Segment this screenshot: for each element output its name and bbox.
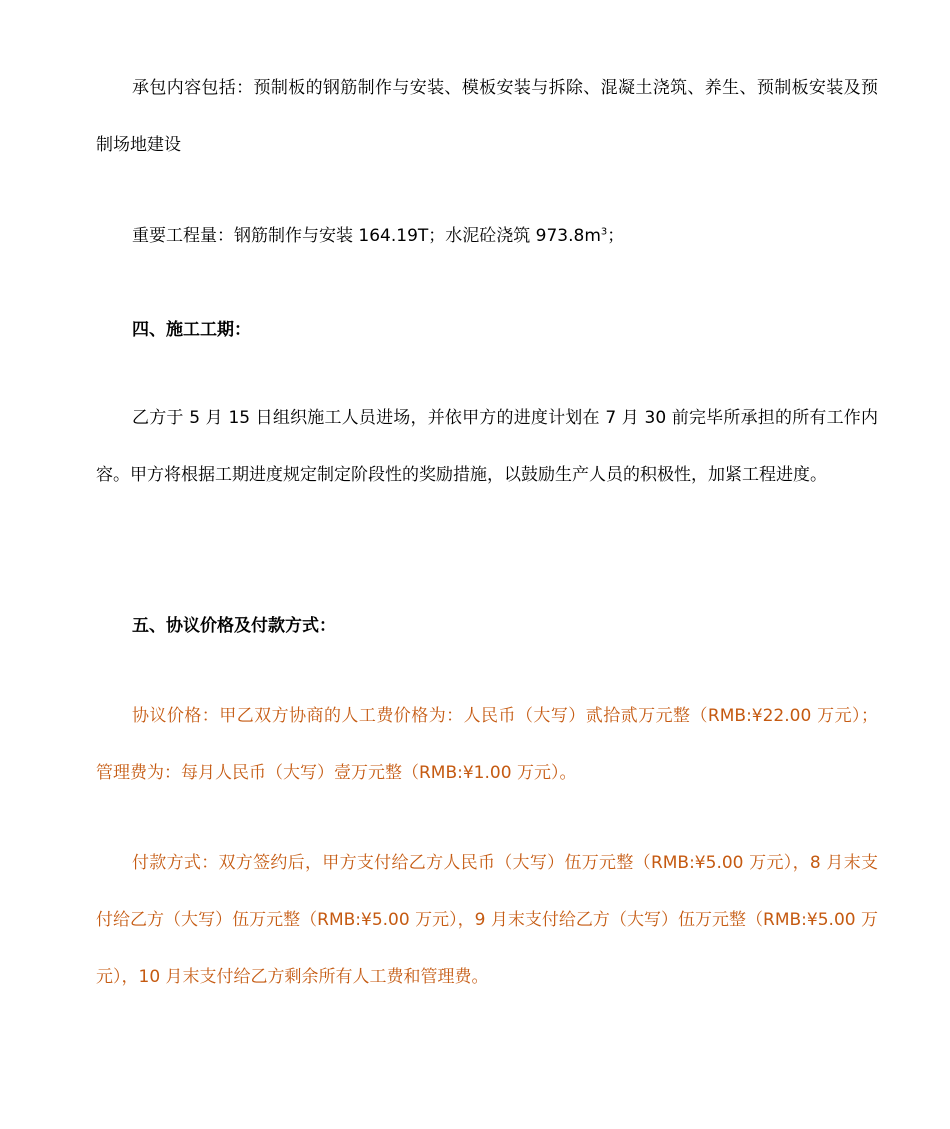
agreement-price-paragraph: 协议价格：甲乙双方协商的人工费价格为：人民币（大写）贰拾贰万元整（RMB:¥22.00 万元）；管理费为：每月人民币（大写）壹万元整（RMB:¥1.00 万元）。 bbox=[96, 706, 878, 783]
quantities-paragraph bbox=[96, 208, 878, 265]
quantities-suffix: ； bbox=[607, 226, 625, 246]
section-heading-construction-period: 四、施工工期： bbox=[132, 320, 251, 340]
contract-scope-paragraph: 承包内容包括：预制板的钢筋制作与安装、模板安装与拆除、混凝土浇筑、养生、预制板安装及预制场地建设 bbox=[96, 78, 878, 155]
quantities-text: 重要工程量：钢筋制作与安装 164.19T；水泥砼浇筑 973.8m bbox=[132, 226, 601, 246]
construction-period-paragraph: 乙方于 5 月 15 日组织施工人员进场，并依甲方的进度计划在 7 月 30 前完毕所承担的所有工作内容。甲方将根据工期进度规定制定阶段性的奖励措施，以鼓励生产人员的积极性，加紧工程进度。 bbox=[96, 408, 878, 485]
section-heading-price-payment: 五、协议价格及付款方式： bbox=[132, 616, 336, 636]
payment-method-paragraph: 付款方式：双方签约后，甲方支付给乙方人民币（大写）伍万元整（RMB:¥5.00 万元），8 月末支付给乙方（大写）伍万元整（RMB:¥5.00 万元），9 月末支付给乙方（大写）伍万元整（RMB:¥5.00 万元），10 月末支付给乙方剩余所有人工费和管理费。 bbox=[96, 853, 878, 987]
cubic-superscript: 3 bbox=[600, 226, 608, 238]
